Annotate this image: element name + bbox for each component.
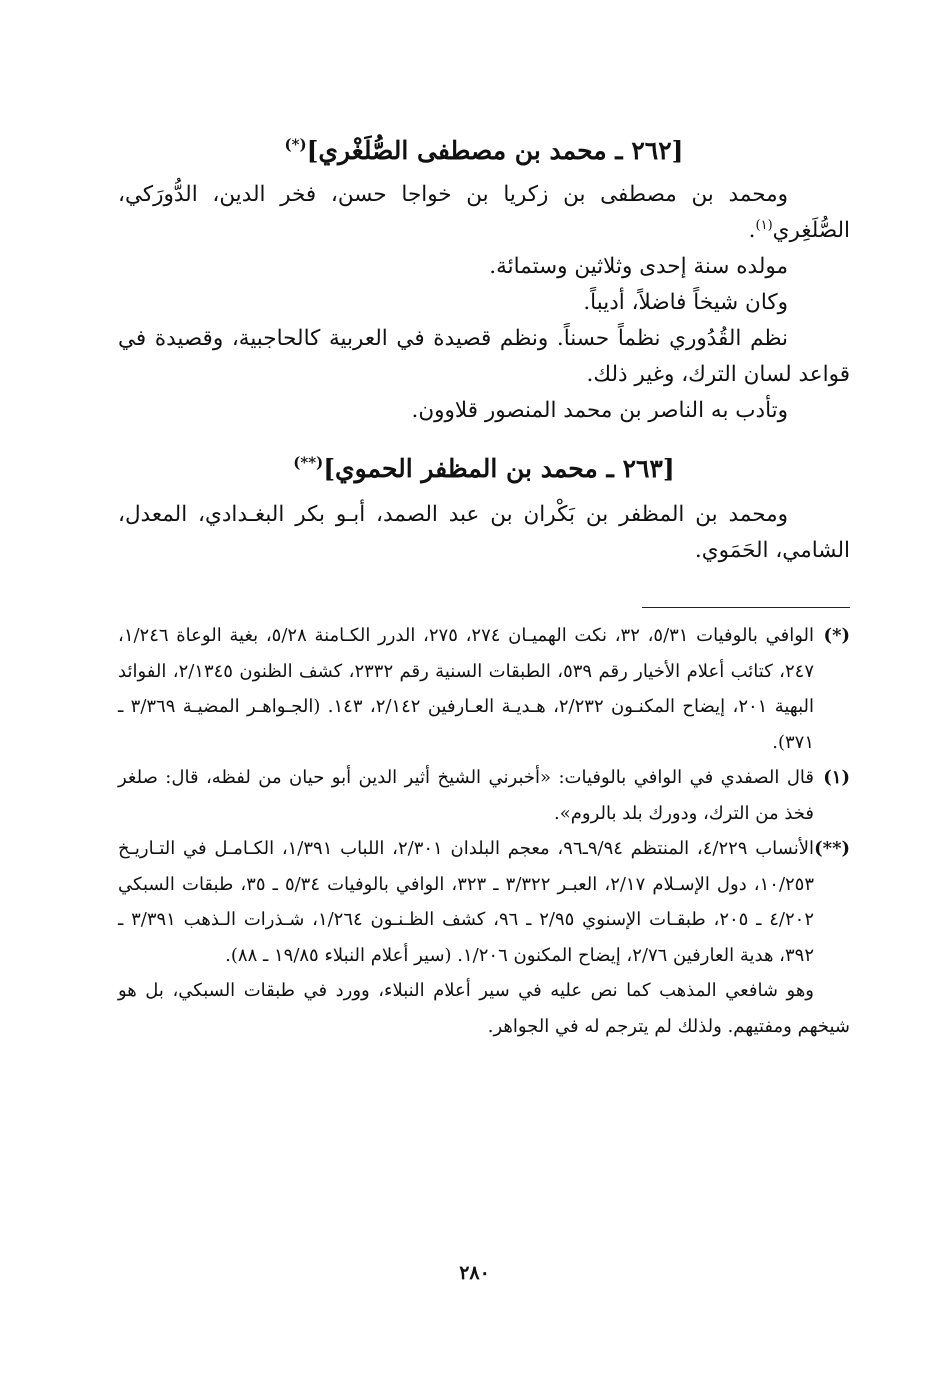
- footnote-separator: [642, 607, 850, 608]
- footnote-text: قال الصفدي في الوافي بالوفيات: «أخبرني الشيخ أثير الدين أبو حيان من لفظه، قال: صلغر فخذ من الترك، ودورك بلد بالروم».: [118, 767, 814, 824]
- footnote: [118, 618, 850, 760]
- entry-body: [118, 177, 850, 429]
- entry-paragraph: وكان شيخاً فاضلاً، أديباً.: [583, 290, 788, 315]
- paragraph-punctuation: .: [748, 218, 756, 243]
- entry-body: [118, 497, 850, 569]
- entry-paragraph: وتأدب به الناصر بن محمد المنصور قلاوون.: [411, 398, 788, 423]
- footnote-addendum: وهو شافعي المذهب كما نص عليه في سير أعلام النبلاء، وورد في طبقات السبكي، بل هو شيخهم ومفتيهم. ولذلك لم يترجم له في الجواهر.: [118, 980, 850, 1037]
- footnote-reference: (١): [755, 217, 773, 233]
- footnote-text: الوافي بالوفيات ٥/٣١، ٣٢، نكت الهميـان ٢٧٤، ٢٧٥، الدرر الكـامنة ٥/٢٨، بغية الوعاة ١/٢٤٦، ٢٤٧، كتائب أعلام الأخيار رقم ٥٣٩، الطبقات السنية رقم ٢٣٣٢، كشف الظنون ٢/١٣٤٥، الفوائد البهية ٢٠١، إيضاح المكنـون ٢/٢٣٢، هـديـة العـارفين ٢/١٤٢، ١٤٣. (الجـواهـر المضيـة ٣/٣٦٩ ـ ٣٧١).: [118, 625, 815, 753]
- footnote-text: الأنساب ٤/٢٢٩، المنتظم ٩/٩٤ـ٩٦، معجم البلدان ٢/٣٠١، اللباب ١/٣٩١، الكـامـل في التـاريـخ ١٠/٢٥٣، دول الإسـلام ٢/١٧، العبـر ٣/٣٢٢ ـ ٣٢٣، الوافي بالوفيات ٥/٣٤ ـ ٣٥، طبقات السبكي ٤/٢٠٢ ـ ٢٠٥، طبقـات الإسنوي ٢/٩٥ ـ ٩٦، كشف الظـنـون ١/٢٦٤، شـذرات الـذهب ٣/٣٩١ ـ ٣٩٢، هدية العارفين ٢/٧٦، إيضاح المكنون ١/٢٠٦. (سير أعلام النبلاء ١٩/٨٥ ـ ٨٨).: [118, 838, 815, 966]
- footnote: [118, 831, 850, 973]
- page-number: ٢٨٠: [459, 1262, 490, 1284]
- entry-title-text: [٢٦٣ ـ محمد بن المظفر الحموي]: [323, 454, 675, 483]
- footnote-label: (*): [823, 625, 850, 646]
- entry-paragraph: [118, 177, 850, 249]
- book-page: [118, 125, 850, 1044]
- footnote: [118, 760, 850, 831]
- paragraph-text: ومحمد بن مصطفى بن زكريا بن خواجا حسن، فخر الدين، الدُّورَكي، الصُّلَغِري: [118, 182, 850, 243]
- entry-paragraph: مولده سنة إحدى وثلاثين وستمائة.: [489, 254, 788, 279]
- footnote-label: (**): [814, 838, 850, 859]
- entry-paragraph: ومحمد بن المظفر بن بَكْران بن عبد الصمد، أبـو بكر البغـدادي، المعدل، الشامي، الحَمَوي.: [118, 502, 850, 563]
- entry-title-text: [٢٦٢ ـ محمد بن مصطفى الصُّلَغْري]: [306, 136, 684, 165]
- footnote-label: (١): [823, 767, 850, 788]
- footnotes: [118, 618, 850, 1044]
- footnote-marker: (*): [284, 135, 307, 154]
- entry-title: [118, 449, 850, 489]
- entry-title: [118, 131, 850, 171]
- footnote-marker: (**): [293, 453, 324, 472]
- entry-paragraph: نظم القُدُوري نظماً حسناً. ونظم قصيدة في العربية كالحاجبية، وقصيدة في قواعد لسان الترك، وغير ذلك.: [118, 326, 850, 387]
